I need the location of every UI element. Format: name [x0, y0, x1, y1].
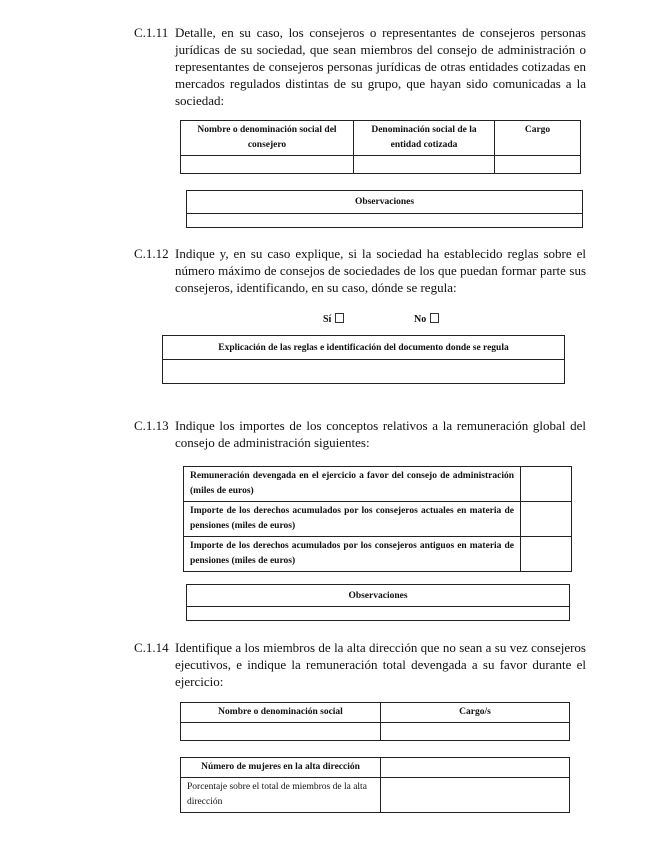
observaciones-label: Observaciones — [187, 191, 583, 214]
remuneracion-table — [183, 466, 572, 572]
section-text: Indique los importes de los conceptos relativos a la remuneración global del consejo de administración siguientes: — [175, 418, 586, 450]
checkbox-no[interactable] — [430, 313, 439, 323]
pensiones-antiguos-label: Importe de los derechos acumulados por los consejeros antiguos en materia de pensiones (miles de euros) — [184, 537, 521, 572]
section-number: C.1.13 — [134, 418, 169, 433]
choice-si[interactable] — [323, 313, 344, 325]
section-c114 — [134, 639, 586, 690]
cell-cargos[interactable] — [381, 723, 570, 741]
header-cargo: Cargo — [495, 121, 581, 156]
choice-no[interactable] — [414, 313, 439, 325]
observaciones-label: Observaciones — [187, 585, 570, 607]
cell-nombre[interactable] — [181, 723, 381, 741]
section-c111 — [134, 24, 586, 109]
section-c113 — [134, 417, 586, 451]
header-entidad: Denominación social de la entidad cotizada — [354, 121, 495, 156]
header-nombre: Nombre o denominación social del consejero — [181, 121, 354, 156]
observaciones-table-c111 — [186, 190, 583, 228]
pensiones-actuales-label: Importe de los derechos acumulados por los consejeros actuales en materia de pensiones (miles de euros) — [184, 502, 521, 537]
section-number: C.1.14 — [134, 640, 169, 655]
observaciones-field[interactable] — [187, 607, 570, 621]
pensiones-actuales-value[interactable] — [521, 502, 572, 537]
section-number: C.1.11 — [134, 25, 169, 40]
mujeres-label: Número de mujeres en la alta dirección — [181, 758, 381, 778]
explicacion-table — [162, 335, 565, 384]
remuneracion-value[interactable] — [521, 467, 572, 502]
pensiones-antiguos-value[interactable] — [521, 537, 572, 572]
cell-cargo[interactable] — [495, 156, 581, 174]
section-text: Indique y, en su caso explique, si la sociedad ha establecido reglas sobre el número máximo de consejos de sociedades de los que puedan formar parte sus consejeros, identificando, en su caso, dónde se regula: — [175, 246, 586, 295]
section-c112 — [134, 245, 586, 296]
header-cargos: Cargo/s — [381, 703, 570, 723]
explicacion-label: Explicación de las reglas e identificación del documento donde se regula — [163, 336, 565, 360]
cell-nombre[interactable] — [181, 156, 354, 174]
header-nombre: Nombre o denominación social — [181, 703, 381, 723]
consejeros-table — [180, 120, 581, 174]
mujeres-table — [180, 757, 570, 813]
checkbox-si[interactable] — [335, 313, 344, 323]
porcentaje-value[interactable] — [381, 778, 570, 813]
alta-direccion-table — [180, 702, 570, 741]
explicacion-field[interactable] — [163, 360, 565, 384]
section-text: Detalle, en su caso, los consejeros o representantes de consejeros personas jurídicas de su sociedad, que sean miembros del consejo de administración o representantes de consejeros personas jurídicas de otras entidades cotizadas en mercados regulados distintas de su grupo, que hayan sido comunicadas a la sociedad: — [175, 25, 586, 108]
observaciones-table-c113 — [186, 584, 570, 621]
observaciones-field[interactable] — [187, 214, 583, 228]
cell-entidad[interactable] — [354, 156, 495, 174]
section-number: C.1.12 — [134, 246, 169, 261]
choice-si-label: Sí — [323, 314, 332, 325]
section-text: Identifique a los miembros de la alta dirección que no sean a su vez consejeros ejecutivos, e indique la remuneración total devengada a su favor durante el ejercicio: — [175, 640, 586, 689]
choice-no-label: No — [414, 314, 427, 325]
mujeres-value[interactable] — [381, 758, 570, 778]
porcentaje-label: Porcentaje sobre el total de miembros de la alta dirección — [181, 778, 381, 813]
remuneracion-label: Remuneración devengada en el ejercicio a favor del consejo de administración (miles de euros) — [184, 467, 521, 502]
